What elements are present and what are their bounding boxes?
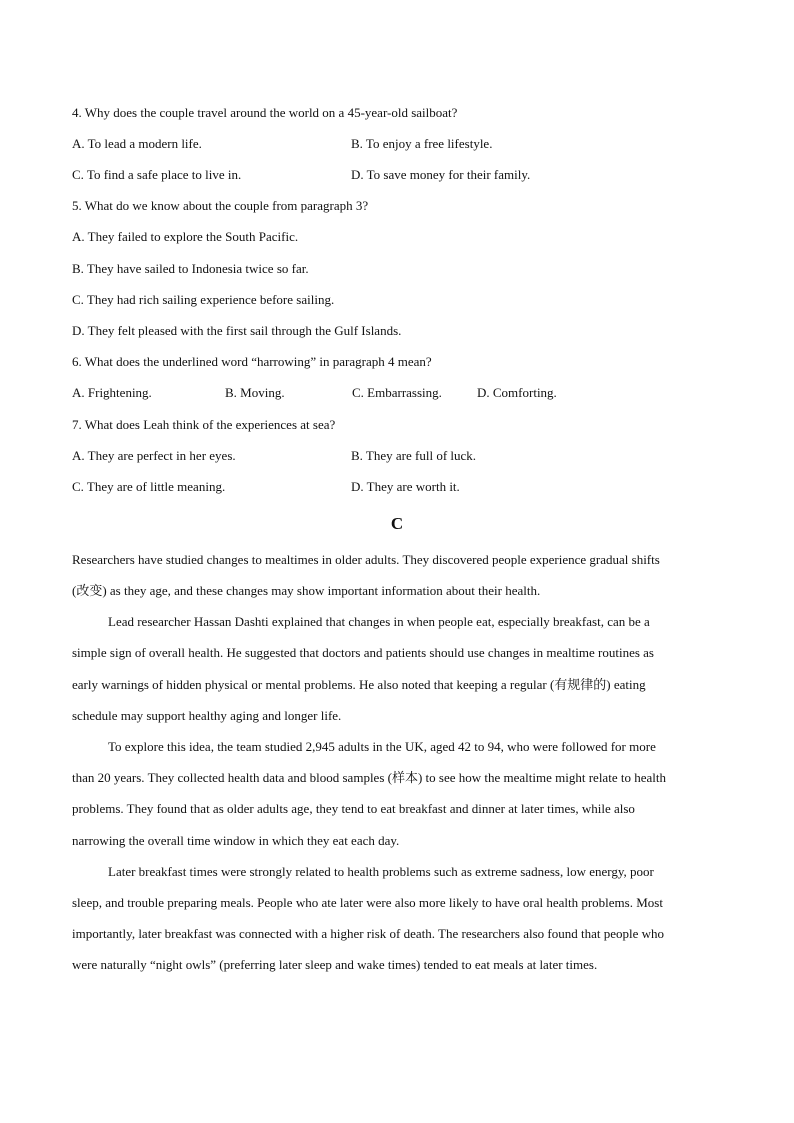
question-6-option-a: A. Frightening. (72, 385, 152, 400)
question-7-option-c: C. They are of little meaning. (72, 479, 226, 494)
question-5-stem: 5. What do we know about the couple from paragraph 3? (72, 198, 369, 213)
passage-line: problems. They found that as older adults age, they tend to eat breakfast and dinner at later times, while also (72, 801, 635, 816)
question-6-option-d: D. Comforting. (477, 385, 557, 400)
question-6-option-c: C. Embarrassing. (352, 385, 442, 400)
question-5-option-b: B. They have sailed to Indonesia twice so far. (72, 261, 309, 276)
question-5-option-a: A. They failed to explore the South Pacific. (72, 229, 299, 244)
passage-line: Researchers have studied changes to mealtimes in older adults. They discovered people experience gradual shifts (72, 552, 660, 567)
passage-line: To explore this idea, the team studied 2,945 adults in the UK, aged 42 to 94, who were followed for more (108, 739, 656, 754)
passage-line: simple sign of overall health. He suggested that doctors and patients should use changes in mealtime routines as (72, 645, 654, 660)
passage-line: importantly, later breakfast was connected with a higher risk of death. The researchers also found that people who (72, 926, 665, 941)
question-4-stem: 4. Why does the couple travel around the world on a 45-year-old sailboat? (72, 105, 458, 120)
passage-line: were naturally “night owls” (preferring later sleep and wake times) tended to eat meals at later times. (72, 957, 598, 972)
question-7-option-d: D. They are worth it. (351, 479, 460, 494)
passage-line: narrowing the overall time window in which they eat each day. (72, 833, 400, 848)
question-7-option-a: A. They are perfect in her eyes. (72, 448, 236, 463)
question-4-option-c: C. To find a safe place to live in. (72, 167, 242, 182)
passage-line: Lead researcher Hassan Dashti explained that changes in when people eat, especially breakfast, can be a (108, 614, 650, 629)
passage-line: schedule may support healthy aging and longer life. (72, 708, 342, 723)
question-7-option-b: B. They are full of luck. (351, 448, 477, 463)
passage-line: than 20 years. They collected health data and blood samples (样本) to see how the mealtime might relate to health (72, 770, 666, 785)
question-5-option-d: D. They felt pleased with the first sail through the Gulf Islands. (72, 323, 402, 338)
passage-line: Later breakfast times were strongly related to health problems such as extreme sadness, low energy, poor (108, 864, 654, 879)
passage-line: early warnings of hidden physical or mental problems. He also noted that keeping a regular (有规律的) eating (72, 677, 646, 692)
question-7-stem: 7. What does Leah think of the experiences at sea? (72, 417, 336, 432)
section-heading: C (390, 514, 404, 533)
question-5-option-c: C. They had rich sailing experience before sailing. (72, 292, 335, 307)
question-4-option-d: D. To save money for their family. (351, 167, 531, 182)
question-6-stem: 6. What does the underlined word “harrowing” in paragraph 4 mean? (72, 354, 432, 369)
passage-line: (改变) as they age, and these changes may show important information about their health. (72, 583, 541, 598)
question-4-option-b: B. To enjoy a free lifestyle. (351, 136, 493, 151)
question-4-option-a: A. To lead a modern life. (72, 136, 202, 151)
question-6-option-b: B. Moving. (225, 385, 285, 400)
passage-line: sleep, and trouble preparing meals. People who ate later were also more likely to have oral health problems. Most (72, 895, 663, 910)
